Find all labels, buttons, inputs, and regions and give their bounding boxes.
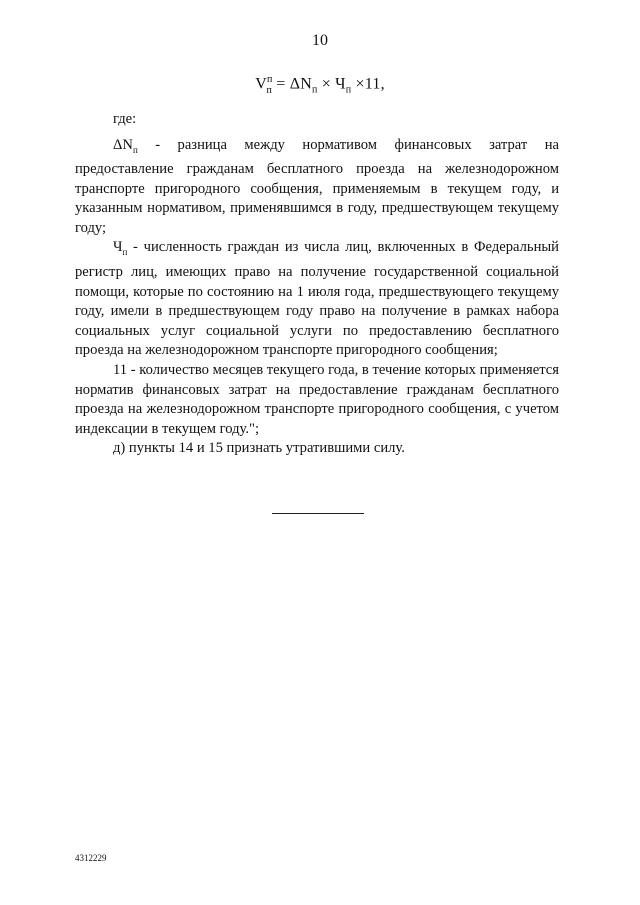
- definition-text: - численность граждан из числа лиц, включенных в Федеральный регистр лиц, имеющих право на получение государственной социальной помощи, которые по состоянию на 1 июля года, предшествующего текущему году, имели в предшествующем году право на получение в рамках набора социальных услуг социальной услуги по предоставлению бесплатного проезда на железнодорожном транспорте пригородного сообщения;: [75, 239, 559, 359]
- formula-ch-sub: п: [345, 84, 352, 96]
- definition-months: [75, 361, 559, 439]
- formula-v-sup: п: [266, 74, 273, 85]
- definition-symbol: Ч: [113, 239, 123, 256]
- formula-v-sub: п: [266, 84, 273, 96]
- closing-rule: [272, 513, 364, 514]
- formula-v: V: [255, 75, 267, 93]
- formula-eq: = ΔN: [272, 75, 312, 93]
- definition-subscript: п: [122, 247, 128, 258]
- definition-subscript: п: [132, 144, 138, 155]
- where-label: где:: [113, 111, 137, 127]
- page-number: 10: [312, 32, 328, 49]
- definition-symbol: ΔN: [113, 136, 133, 153]
- document-body: [75, 110, 559, 459]
- formula-tail: ×11,: [351, 75, 385, 93]
- formula: [0, 74, 640, 96]
- formula-dn-sub: п: [311, 84, 318, 96]
- definition-text: - количество месяцев текущего года, в течение которых применяется норматив финансовых затрат на предоставление гражданам бесплатного проезда на железнодорожном транспорте пригородного сообщения, с учетом индексации в текущем году.";: [75, 361, 559, 437]
- definition-symbol: 11: [113, 361, 128, 378]
- final-point: д) пункты 14 и 15 признать утратившими силу.: [113, 440, 405, 457]
- formula-times: × Ч: [317, 75, 346, 93]
- definition-text: - разница между нормативом финансовых затрат на предоставление гражданам бесплатного проезда на железнодорожном транспорте пригородного сообщения, применяемым в текущем году, и указанным нормативом, применявшимся в году, предшествующем текущему году;: [75, 136, 559, 236]
- document-id: 4312229: [75, 853, 107, 863]
- definition-delta-n: [75, 136, 559, 239]
- definition-ch: [75, 238, 559, 360]
